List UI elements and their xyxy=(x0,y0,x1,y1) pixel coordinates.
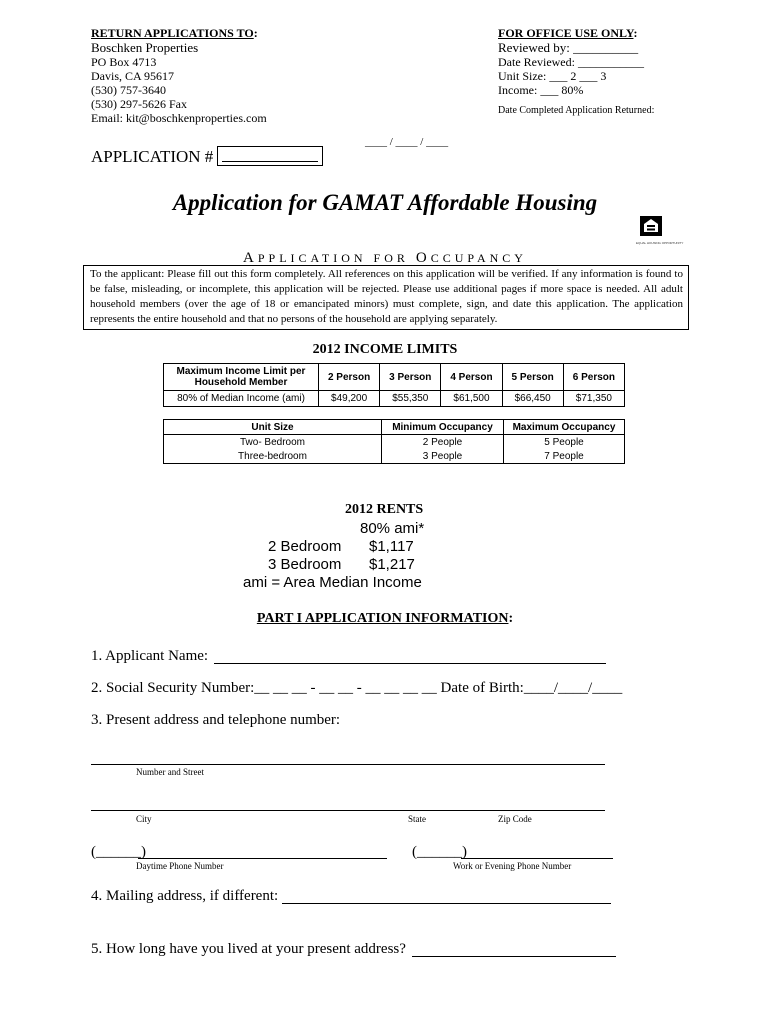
table-cell: $49,200 xyxy=(319,391,380,407)
table-cell: 5 People xyxy=(504,435,625,450)
residence-duration-field[interactable] xyxy=(412,956,616,957)
return-address-block xyxy=(91,26,267,125)
date-returned-blanks[interactable]: ____ / ____ / ____ xyxy=(365,136,449,148)
equal-housing-logo xyxy=(636,216,684,245)
reviewed-by: Reviewed by: __________ xyxy=(498,40,639,55)
unit-size: Unit Size: ___ 2 ___ 3 xyxy=(498,69,607,83)
table-cell: $55,350 xyxy=(380,391,441,407)
ssn-dob-line[interactable]: 2. Social Security Number:__ __ __ - __ __ - __ __ __ __ Date of Birth:____/____/____ xyxy=(91,680,623,696)
occupancy-heading: APPLICATION FOR OCCUPANCY xyxy=(243,250,527,266)
rent-three-bedroom-label: 3 Bedroom xyxy=(268,556,342,573)
rents-title: 2012 RENTS xyxy=(345,502,424,517)
day-phone-caption: Daytime Phone Number xyxy=(136,861,224,871)
mailing-address-field[interactable] xyxy=(282,903,611,904)
table-cell: 2 Person xyxy=(319,364,380,391)
return-heading: RETURN APPLICATIONS TO: xyxy=(91,26,258,40)
income-line: Income: ___ 80% xyxy=(498,83,584,97)
page-title: Application for GAMAT Affordable Housing xyxy=(172,190,598,215)
income-limits-title: 2012 INCOME LIMITS xyxy=(312,342,458,357)
applicant-name-label: 1. Applicant Name: xyxy=(91,648,209,664)
table-row xyxy=(164,391,625,407)
occupancy-table xyxy=(163,419,625,464)
table-cell: 6 Person xyxy=(563,364,624,391)
table-cell: Two- Bedroom xyxy=(164,435,382,450)
date-reviewed: Date Reviewed: ___________ xyxy=(498,55,644,69)
table-header-row xyxy=(164,364,625,391)
residence-duration-label: 5. How long have you lived at your present address? xyxy=(91,941,406,957)
office-use-block xyxy=(498,26,654,118)
state-caption: State xyxy=(408,814,426,824)
table-cell: $61,500 xyxy=(441,391,502,407)
table-cell: Unit Size xyxy=(164,420,382,435)
day-phone-area-code[interactable]: (______) xyxy=(91,844,146,860)
application-number-field[interactable] xyxy=(217,146,323,166)
table-cell: Maximum Income Limit per Household Member xyxy=(164,364,319,391)
table-row xyxy=(164,435,625,450)
part1-heading: PART I APPLICATION INFORMATION: xyxy=(256,611,514,626)
equal-housing-opportunity-icon xyxy=(640,216,662,236)
work-phone-area-code[interactable]: (______) xyxy=(412,844,467,860)
office-heading: FOR OFFICE USE ONLY: xyxy=(498,26,638,40)
table-cell: $71,350 xyxy=(563,391,624,407)
phone-line: (530) 757-3640 xyxy=(91,83,166,97)
po-box: PO Box 4713 xyxy=(91,55,157,69)
mailing-address-label: 4. Mailing address, if different: xyxy=(91,888,279,904)
application-number-label: APPLICATION # xyxy=(91,147,214,166)
table-row xyxy=(164,449,625,464)
work-phone-field[interactable] xyxy=(461,858,613,859)
table-cell: 4 Person xyxy=(441,364,502,391)
table-cell: 80% of Median Income (ami) xyxy=(164,391,319,407)
rents-ami-label: 80% ami* xyxy=(360,520,425,537)
table-cell: 7 People xyxy=(504,449,625,464)
street-address-field[interactable] xyxy=(91,764,605,765)
company-name: Boschken Properties xyxy=(91,40,199,55)
equal-housing-caption: EQUAL HOUSING OPPORTUNITY xyxy=(636,241,684,245)
table-cell: 2 People xyxy=(382,435,504,450)
rent-three-bedroom-value: $1,217 xyxy=(369,556,415,573)
table-cell: $66,450 xyxy=(502,391,563,407)
date-completed: Date Completed Application Returned: xyxy=(498,105,655,116)
table-header-row xyxy=(164,420,625,435)
instructions-box: To the applicant: Please fill out this form completely. All references on this application will be verified. If any information is found to be false, misleading, or incomplete, this application will be rejected. Please use additional pages if more space is needed. All adult household members (over the age of 18 or emancipated minors) must complete, sign, and date this application. The application represents the entire household and that no persons of the household are applying separately. xyxy=(83,265,689,330)
city-state-zip-field[interactable] xyxy=(91,810,605,811)
table-cell: Minimum Occupancy xyxy=(382,420,504,435)
present-address-label: 3. Present address and telephone number: xyxy=(91,712,341,728)
income-limits-table xyxy=(163,363,625,407)
applicant-name-field[interactable] xyxy=(214,663,606,664)
number-street-caption: Number and Street xyxy=(136,767,204,777)
table-cell: 3 Person xyxy=(380,364,441,391)
table-cell: Maximum Occupancy xyxy=(504,420,625,435)
ami-note: ami = Area Median Income xyxy=(243,574,422,591)
city-line: Davis, CA 95617 xyxy=(91,69,175,83)
application-number xyxy=(91,146,323,167)
table-cell: 3 People xyxy=(382,449,504,464)
city-caption: City xyxy=(136,814,152,824)
work-phone-caption: Work or Evening Phone Number xyxy=(453,861,572,871)
table-cell: 5 Person xyxy=(502,364,563,391)
rent-two-bedroom-value: $1,117 xyxy=(369,538,414,555)
zip-caption: Zip Code xyxy=(498,814,532,824)
email-line: Email: kit@boschkenproperties.com xyxy=(91,111,267,125)
table-cell: Three-bedroom xyxy=(164,449,382,464)
rent-two-bedroom-label: 2 Bedroom xyxy=(268,538,342,555)
fax-line: (530) 297-5626 Fax xyxy=(91,97,187,111)
day-phone-field[interactable] xyxy=(138,858,387,859)
